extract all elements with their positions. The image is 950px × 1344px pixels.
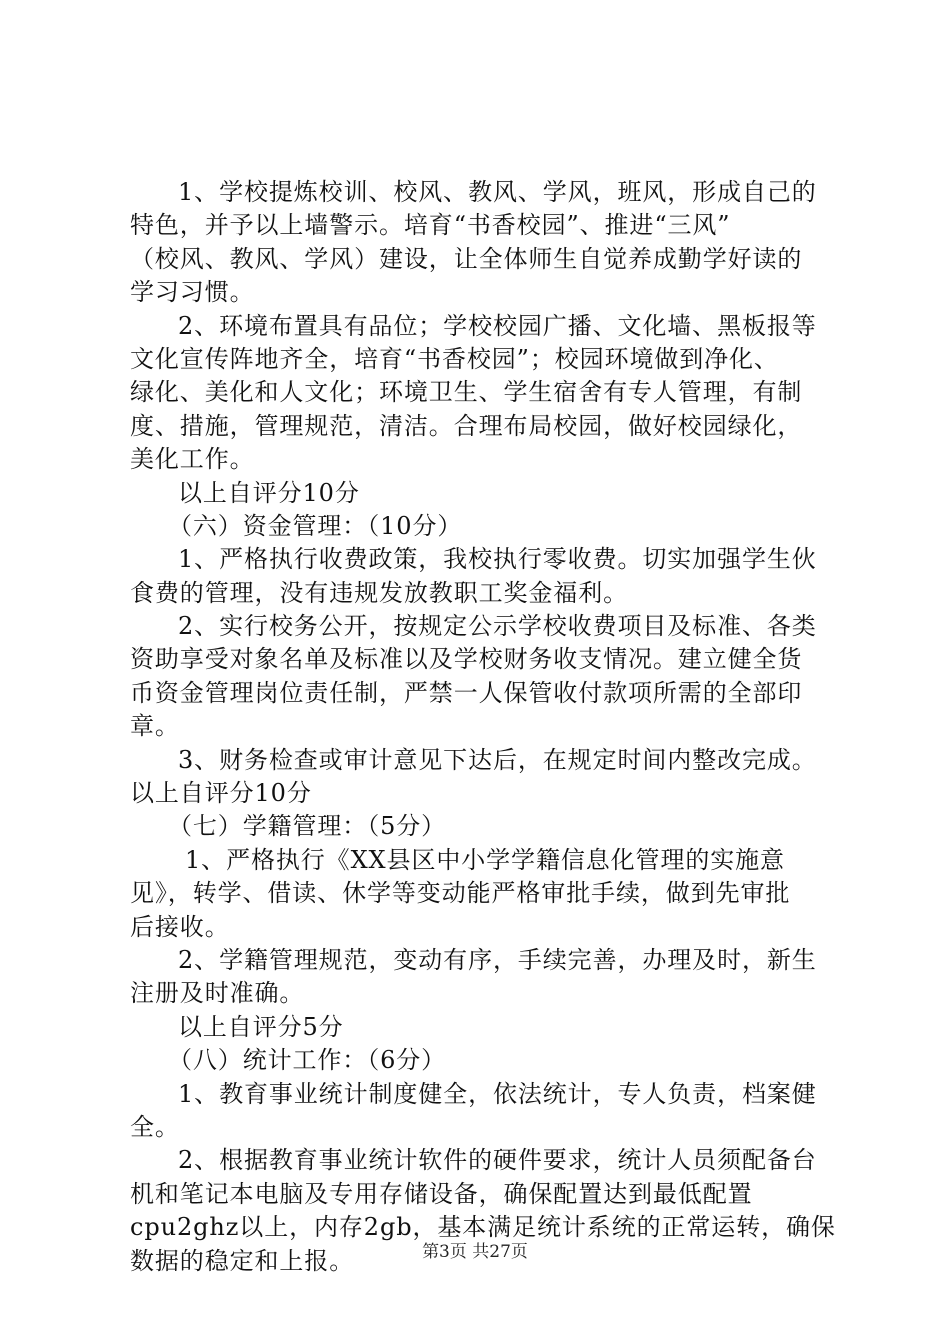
text-line: 注册及时准确。 — [130, 979, 305, 1008]
text-line: 绿化、美化和人文化；环境卫生、学生宿舍有专人管理，有制 — [130, 378, 803, 407]
text-line: 特色，并予以上墙警示。培育“书香校园”、推进“三风” — [130, 211, 731, 240]
text-line: 美化工作。 — [130, 445, 255, 474]
text-line: 1、严格执行收费政策，我校执行零收费。切实加强学生伙 — [178, 545, 817, 574]
text-line: 食费的管理，没有违规发放教职工奖金福利。 — [130, 578, 628, 607]
text-line: 数据的稳定和上报。 — [130, 1246, 355, 1275]
text-line: （六）资金管理：（10分） — [168, 511, 463, 540]
text-line: 见》，转学、借读、休学等变动能严格审批手续，做到先审批 — [130, 879, 791, 908]
text-line: 1、严格执行《XX县区中小学学籍信息化管理的实施意 — [185, 845, 785, 874]
text-line: 币资金管理岗位责任制，严禁一人保管收付款项所需的全部印 — [130, 678, 803, 707]
text-line: 1、学校提炼校训、校风、教风、学风，班风，形成自己的 — [178, 178, 817, 206]
text-line: 2、实行校务公开，按规定公示学校收费项目及标准、各类 — [178, 612, 817, 641]
text-line: 后接收。 — [130, 912, 230, 941]
text-line: 2、根据教育事业统计软件的硬件要求，统计人员须配备台 — [178, 1146, 817, 1175]
text-line: （校风、教风、学风）建设，让全体师生自觉养成勤学好读的 — [130, 244, 803, 273]
text-line: 度、措施，管理规范，清洁。合理布局校园，做好校园绿化， — [130, 411, 803, 440]
text-line: 资助享受对象名单及标准以及学校财务收支情况。建立健全货 — [130, 645, 803, 674]
text-line: 文化宣传阵地齐全，培育“书香校园”；校园环境做到净化、 — [130, 344, 779, 373]
text-line: 学习习惯。 — [130, 278, 255, 307]
document-body — [130, 176, 835, 1278]
text-line: cpu2ghz以上，内存2gb，基本满足统计系统的正常运转，确保 — [130, 1213, 836, 1242]
text-line: （七）学籍管理：（5分） — [168, 812, 447, 841]
text-line: 以上自评分5分 — [178, 1012, 344, 1041]
text-line: 3、财务检查或审计意见下达后，在规定时间内整改完成。 — [178, 745, 817, 774]
text-line: 以上自评分10分 — [178, 478, 360, 507]
text-line: 1、教育事业统计制度健全，依法统计，专人负责，档案健 — [178, 1079, 817, 1108]
text-line: 全。 — [130, 1112, 180, 1141]
text-line: 机和笔记本电脑及专用存储设备，确保配置达到最低配置 — [130, 1179, 753, 1208]
page-footer: 第3页 共27页 — [422, 1242, 528, 1262]
text-line: 2、学籍管理规范，变动有序，手续完善，办理及时，新生 — [178, 945, 817, 974]
text-line: 2、环境布置具有品位；学校校园广播、文化墙、黑板报等 — [178, 311, 817, 340]
text-line: （八）统计工作：（6分） — [168, 1046, 447, 1075]
text-line: 章。 — [130, 712, 180, 741]
text-line: 以上自评分10分 — [130, 779, 312, 808]
